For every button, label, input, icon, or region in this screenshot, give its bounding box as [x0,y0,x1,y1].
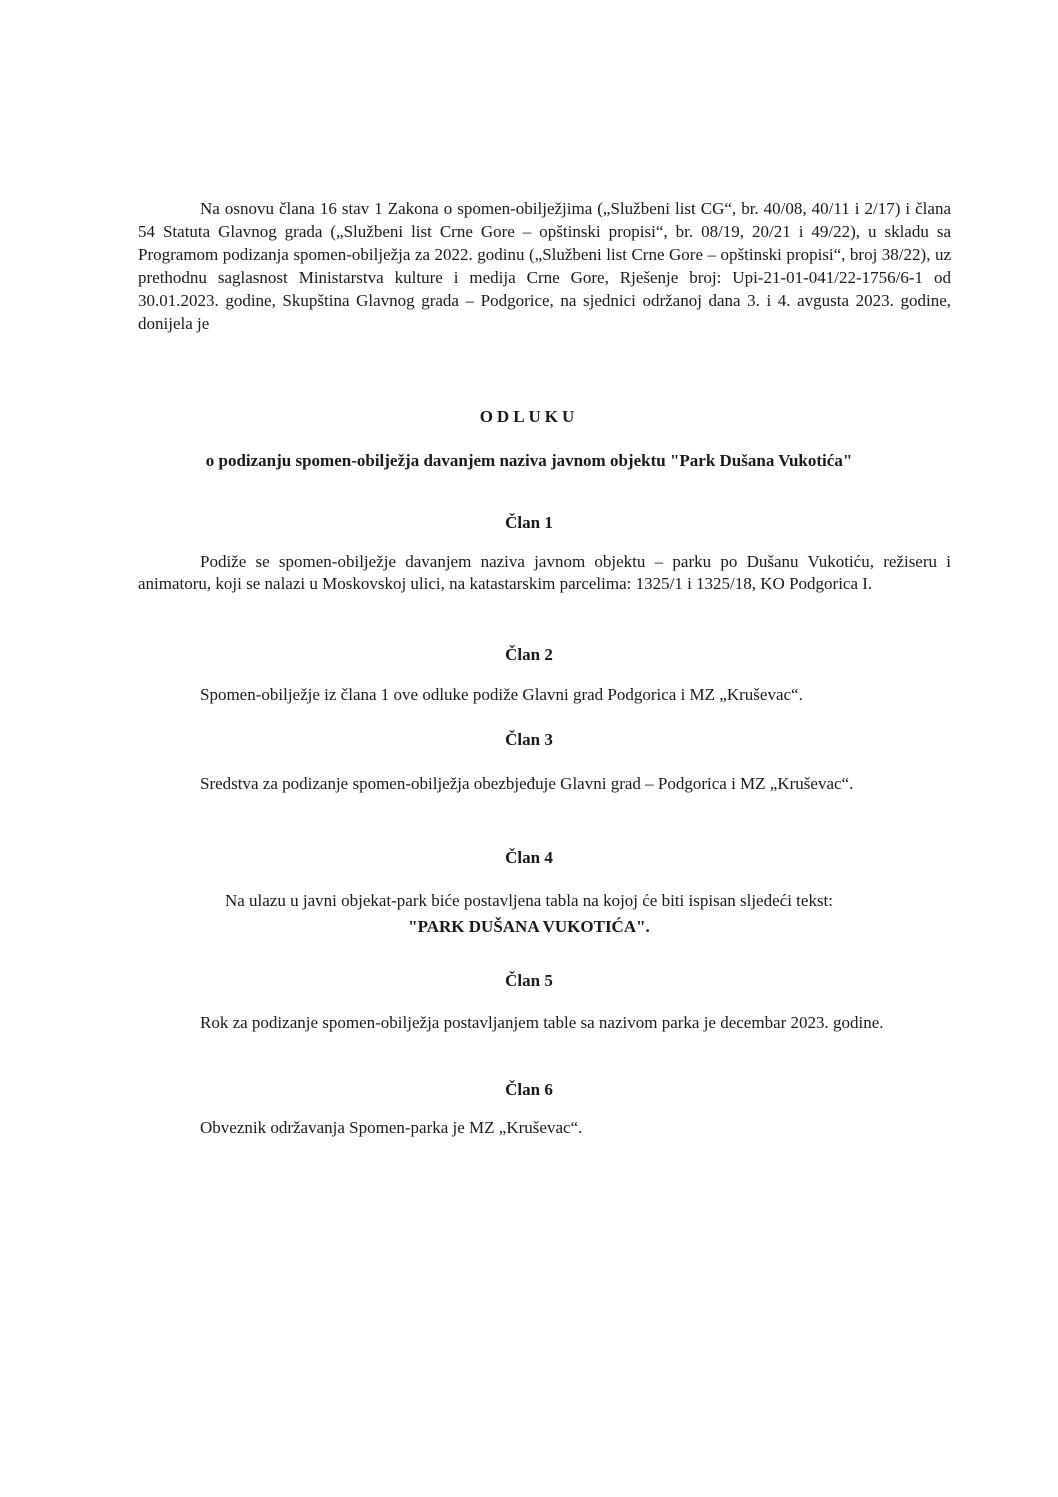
article-5-text: Rok za podizanje spomen-obilježja postavljanjem table sa nazivom parka je decembar 2023. godine. [200,1013,884,1032]
article-5-heading: Član 5 [505,971,553,990]
article-4-heading: Član 4 [505,848,553,867]
article-6-heading: Član 6 [505,1080,553,1099]
article-2-heading: Član 2 [505,645,553,664]
article-1-heading: Član 1 [505,513,553,532]
decision-subtitle: o podizanju spomen-obilježja davanjem naziva javnom objektu "Park Dušana Vukotića" [205,451,853,470]
article-6-text: Obveznik održavanja Spomen-parka je MZ „Kruševac“. [200,1118,583,1137]
article-2-text: Spomen-obilježje iz člana 1 ove odluke podiže Glavni grad Podgorica i MZ „Kruševac“. [200,685,803,704]
decision-title: ODLUKU [479,407,579,426]
article-4-sign-text: "PARK DUŠANA VUKOTIĆA". [408,917,650,936]
article-1-text: Podiže se spomen-obilježje davanjem naziva javnom objektu – parku po Dušanu Vukotiću, režiseru i animatoru, koji se nalazi u Moskovskoj ulici, na katastarskim parcelima: 1325/1 i 1325/18, KO Podgorica I. [138,552,951,593]
article-3-text: Sredstva za podizanje spomen-obilježja obezbjeđuje Glavni grad – Podgorica i MZ „Kruševac“. [200,774,854,793]
article-4-text: Na ulazu u javni objekat-park biće postavljena tabla na kojoj će biti ispisan sljedeći tekst: [224,891,834,910]
article-3-heading: Član 3 [505,730,553,749]
preamble-paragraph: Na osnovu člana 16 stav 1 Zakona o spomen-obilježjima („Službeni list CG“, br. 40/08, 40/11 i 2/17) i člana 54 Statuta Glavnog grada („Službeni list Crne Gore – opštinski propisi“, br. 08/19, 20/21 i 49/22), u skladu sa Programom podizanja spomen-obilježja za 2022. godinu („Službeni list Crne Gore – opštinski propisi“, broj 38/22), uz prethodnu saglasnost Ministarstva kulture i medija Crne Gore, Rješenje broj: Upi-21-01-041/22-1756/6-1 od 30.01.2023. godine, Skupština Glavnog grada – Podgorice, na sjednici održanoj dana 3. i 4. avgusta 2023. godine, donijela je [138,199,951,333]
